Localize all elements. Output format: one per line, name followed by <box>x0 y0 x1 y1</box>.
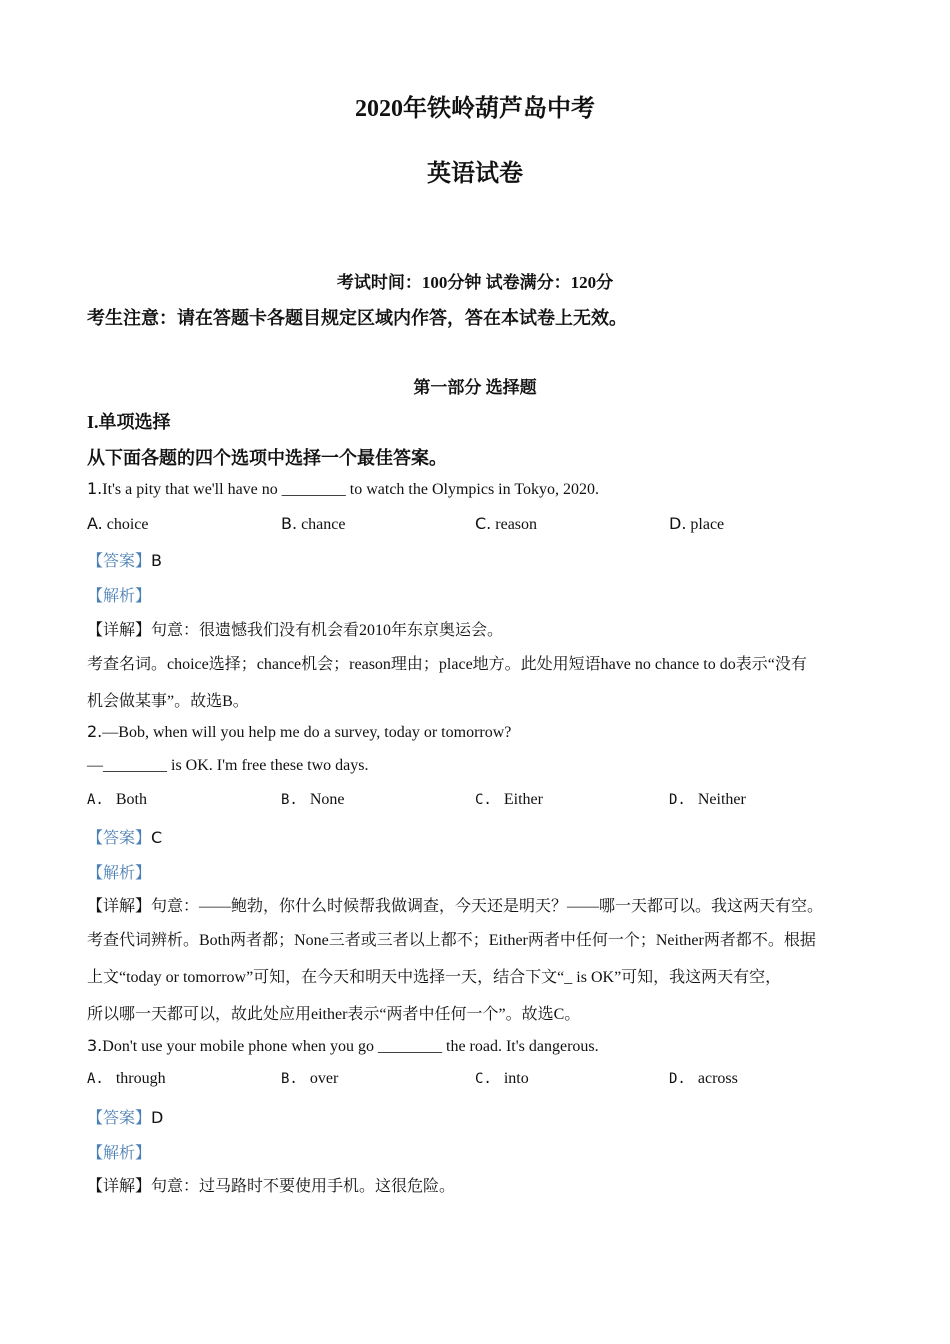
question-1-detail-line: 机会做某事”。故选B。 <box>87 693 249 710</box>
question-1-option-b: B. chance <box>281 514 346 533</box>
question-1-analysis-label: 【解析】 <box>87 588 152 605</box>
question-text: Don't use your mobile phone when you go ________ the road. It's dangerous. <box>102 1038 599 1055</box>
question-number: 1. <box>87 479 103 498</box>
question-2-option-d: D. Neither <box>669 791 746 808</box>
question-1-detail: 【详解】句意：很遗憾我们没有机会看2010年东京奥运会。 <box>87 622 504 639</box>
question-number: 3. <box>87 1036 103 1055</box>
question-3-option-d: D. across <box>669 1070 738 1087</box>
question-1-option-c: C. reason <box>475 514 538 533</box>
question-3-option-b: B. over <box>281 1070 339 1087</box>
question-1-option-d: D. place <box>669 514 725 533</box>
question-2-option-b: B. None <box>281 791 345 808</box>
question-2-option-c: C. Either <box>475 791 543 808</box>
question-2-answer: 【答案】C <box>87 828 163 847</box>
question-1-detail-line: 考查名词。choice选择；chance机会；reason理由；place地方。此处用短语have no chance to do表示“没有 <box>87 656 807 673</box>
section-subtitle: I.单项选择 <box>87 412 171 432</box>
question-text: It's a pity that we'll have no ________ to watch the Olympics in Tokyo, 2020. <box>102 481 599 498</box>
part-title: 第一部分 选择题 <box>413 378 537 397</box>
question-3-detail: 【详解】句意：过马路时不要使用手机。这很危险。 <box>87 1178 456 1195</box>
exam-info: 考试时间：100分钟 试卷满分：120分 <box>336 273 614 292</box>
question-2-option-a: A. Both <box>87 791 147 808</box>
question-2-detail: 【详解】句意：——鲍勃，你什么时候帮我做调查，今天还是明天？——哪一天都可以。我这两天有空。 <box>87 898 824 915</box>
question-number: 2. <box>87 722 103 741</box>
section-instruction: 从下面各题的四个选项中选择一个最佳答案。 <box>87 448 447 468</box>
question-2-detail-line: 所以哪一天都可以，故此处应用either表示“两者中任何一个”。故选C。 <box>87 1006 581 1023</box>
question-2-analysis-label: 【解析】 <box>87 865 152 882</box>
question-1-option-a: A. choice <box>87 514 149 533</box>
question-1-stem <box>87 479 599 499</box>
question-text: —Bob, when will you help me do a survey, today or tomorrow? <box>102 724 512 741</box>
question-3-option-a: A. through <box>87 1070 166 1087</box>
question-3-option-c: C. into <box>475 1070 529 1087</box>
question-2-stem <box>87 722 511 742</box>
exam-title: 2020年铁岭葫芦岛中考 <box>355 96 595 122</box>
question-2-stem-line2: —________ is OK. I'm free these two days. <box>87 757 369 774</box>
exam-notice: 考生注意：请在答题卡各题目规定区域内作答，答在本试卷上无效。 <box>87 308 627 328</box>
question-3-answer: 【答案】D <box>87 1108 164 1127</box>
question-1-answer: 【答案】B <box>87 551 162 570</box>
question-3-analysis-label: 【解析】 <box>87 1145 152 1162</box>
question-3-stem <box>87 1036 599 1056</box>
exam-subtitle: 英语试卷 <box>427 161 523 187</box>
question-2-detail-line: 上文“today or tomorrow”可知，在今天和明天中选择一天，结合下文“_ is OK”可知，我这两天有空， <box>87 969 782 986</box>
question-2-detail-line: 考查代词辨析。Both两者都；None三者或三者以上都不；Either两者中任何一个；Neither两者都不。根据 <box>87 932 816 949</box>
